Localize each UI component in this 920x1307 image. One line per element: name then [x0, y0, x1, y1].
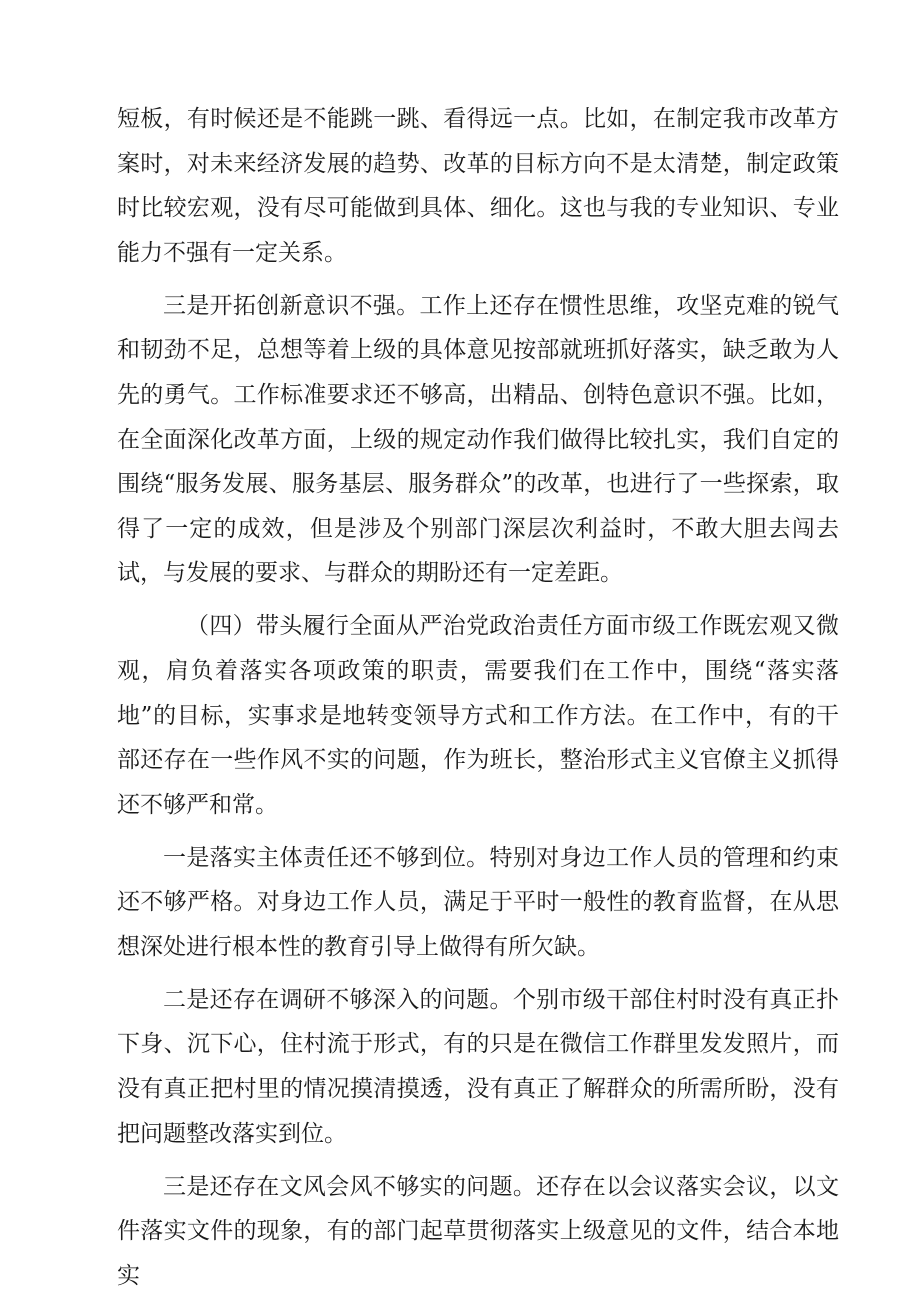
document-body — [117, 97, 839, 1307]
paragraph-innovation: 三是开拓创新意识不强。工作上还存在惯性思维，攻坚克难的锐气和韧劲不足，总想等着上级的具体意见按部就班抓好落实，缺乏敢为人先的勇气。工作标准要求还不够高，出精品、创特色意识不强。比如，在全面深化改革方面，上级的规定动作我们做得比较扎实，我们自定的围绕“服务发展、服务基层、服务群众”的改革，也进行了一些探索，取得了一定的成效，但是涉及个别部门深层次利益时，不敢大胆去闯去试，与发展的要求、与群众的期盼还有一定差距。 — [117, 292, 839, 587]
paragraph-section-four-heading: （四）带头履行全面从严治党政治责任方面市级工作既宏观又微观，肩负着落实各项政策的职责，需要我们在工作中，围绕“落实落地”的目标，实事求是地转变领导方式和工作方法。在工作中，有的干部还存在一些作风不实的问题，作为班长，整治形式主义官僚主义抓得还不够严和常。 — [117, 613, 839, 818]
paragraph-research: 二是还存在调研不够深入的问题。个别市级干部住村时没有真正扑下身、沉下心，住村流于形式，有的只是在微信工作群里发发照片，而没有真正把村里的情况摸清摸透，没有真正了解群众的所需所盼，没有把问题整改落实到位。 — [117, 986, 839, 1147]
paragraph-writing-meeting-style: 三是还存在文风会风不够实的问题。还存在以会议落实会议，以文件落实文件的现象，有的部门起草贯彻落实上级意见的文件，结合本地实 — [117, 1173, 839, 1289]
paragraph-shortboard: 短板，有时候还是不能跳一跳、看得远一点。比如，在制定我市改革方案时，对未来经济发展的趋势、改革的目标方向不是太清楚，制定政策时比较宏观，没有尽可能做到具体、细化。这也与我的专业知识、专业能力不强有一定关系。 — [117, 106, 839, 266]
paragraph-main-responsibility: 一是落实主体责任还不够到位。特别对身边工作人员的管理和约束还不够严格。对身边工作人员，满足于平时一般性的教育监督，在从思想深处进行根本性的教育引导上做得有所欠缺。 — [117, 844, 839, 960]
